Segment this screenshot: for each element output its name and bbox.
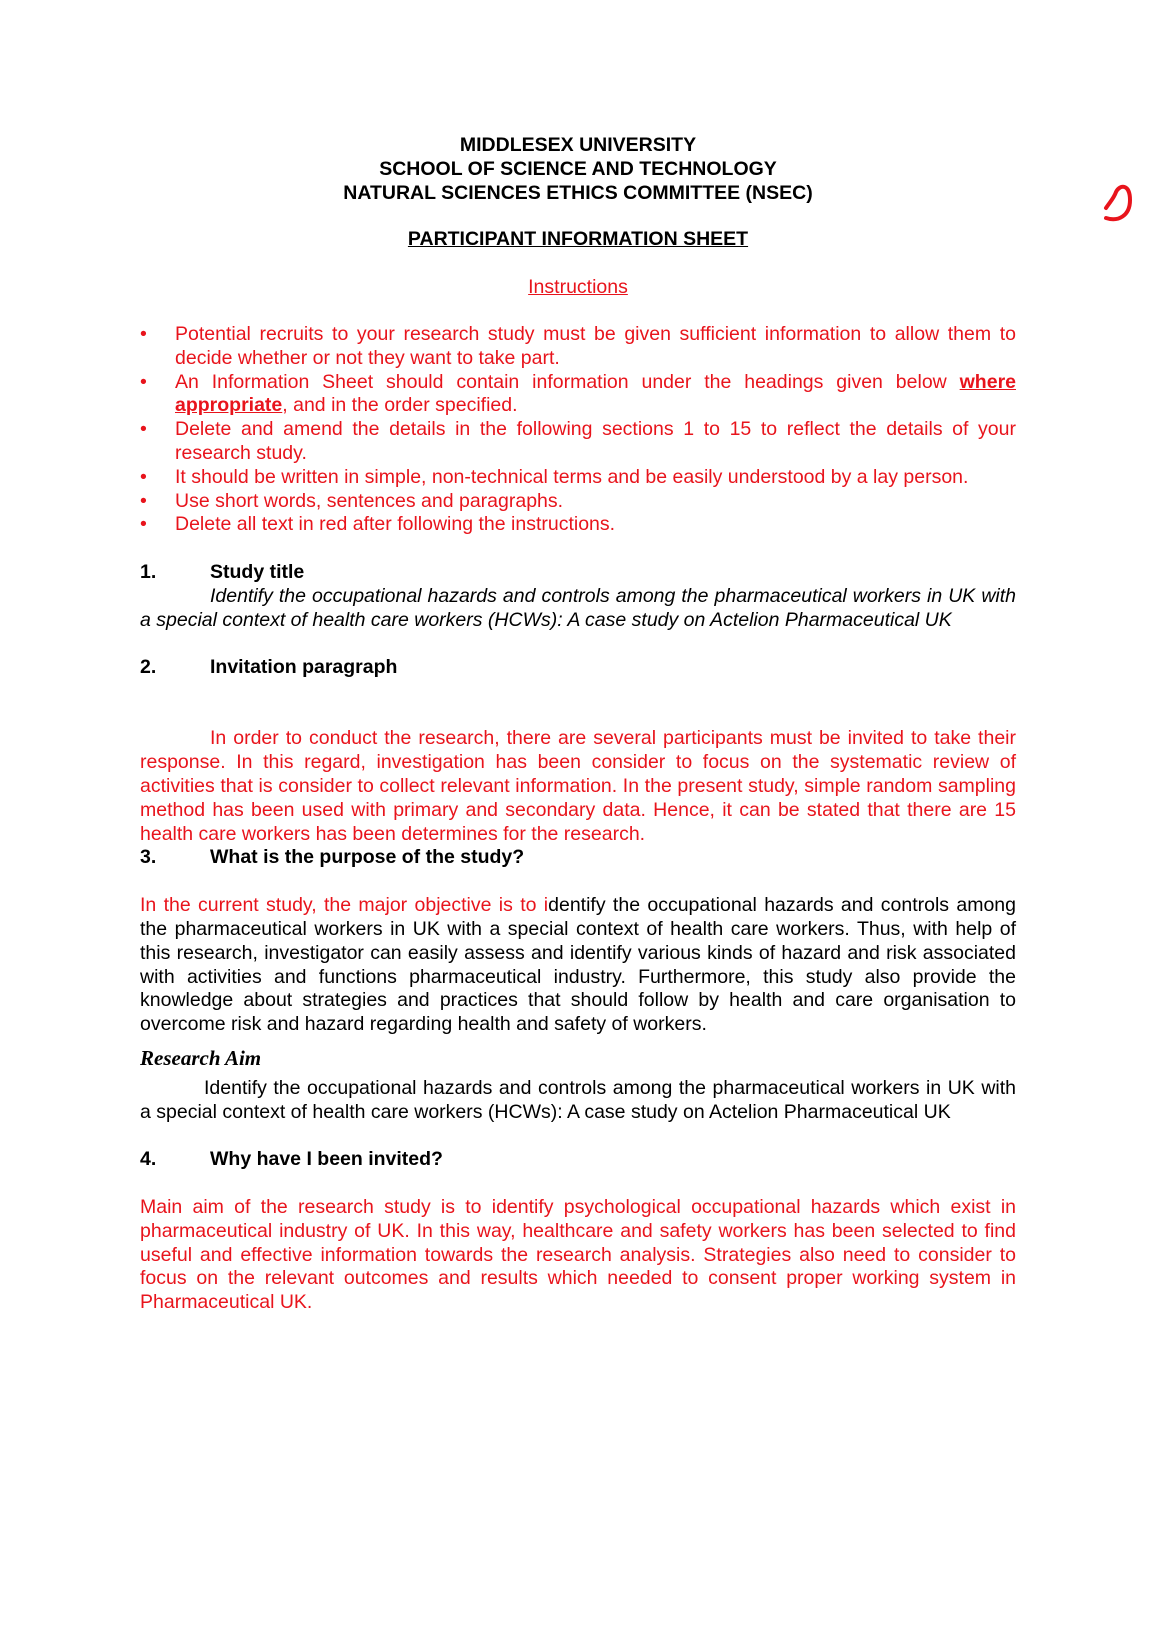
instruction-item: • Delete all text in red after following the instructions. <box>140 513 616 536</box>
purpose-paragraph: In the current study, the major objective is to identify the occupational hazards and controls among the pharmaceutical workers in UK with a special context of health care workers. Thus, with help of this research, investigator can easily assess and identify various kinds of hazard and risk associated with activities and functions pharmaceutical industry. Furthermore, this study also provide the knowledge about strategies and practices that should follow by health and care organisation to overcome risk and hazard regarding health and safety of workers. <box>140 894 1017 1036</box>
bullet-icon: • <box>140 489 147 512</box>
section-1-heading: 1. Study title <box>140 561 305 584</box>
page-title: PARTICIPANT INFORMATION SHEET <box>407 228 749 251</box>
header-line-3: NATURAL SCIENCES ETHICS COMMITTEE (NSEC) <box>343 181 813 204</box>
instruction-item: • Delete and amend the details in the following sections 1 to 15 to reflect the details of your research study. <box>140 418 1016 464</box>
instruction-item: • An Information Sheet should contain information under the headings given below where appropriate, and in the order specified. <box>140 370 1016 417</box>
bullet-icon: • <box>140 465 147 488</box>
research-aim-heading: Research Aim <box>140 1045 262 1070</box>
instruction-item: • Potential recruits to your research study must be given sufficient information to allow them to decide whether or not they want to take part. <box>140 322 1016 369</box>
bullet-icon: • <box>140 513 147 536</box>
section-3-heading: 3. What is the purpose of the study? <box>140 846 525 869</box>
emphasis-text: where appropriate <box>175 370 1016 417</box>
bullet-icon: • <box>140 370 147 393</box>
bullet-icon: • <box>140 322 147 345</box>
instructions-list <box>140 323 1016 537</box>
header-line-2: SCHOOL OF SCIENCE AND TECHNOLOGY <box>379 157 777 180</box>
research-aim-text: Identify the occupational hazards and controls among the pharmaceutical workers in UK with a special context of health care workers (HCWs): A case study on Actelion Pharmaceutical UK <box>140 1076 1016 1123</box>
instruction-item: • Use short words, sentences and paragraphs. <box>140 489 564 512</box>
study-title-text: Identify the occupational hazards and controls among the pharmaceutical workers in UK with a special context of health care workers (HCWs): A case study on Actelion Pharmaceutical UK <box>140 584 1016 631</box>
header-line-1: MIDDLESEX UNIVERSITY <box>459 134 697 156</box>
instruction-item: • It should be written in simple, non-technical terms and be easily understood by a lay person. <box>140 465 969 488</box>
instructions-heading: Instructions <box>528 276 628 299</box>
bullet-icon: • <box>140 418 147 441</box>
invited-paragraph: Main aim of the research study is to identify psychological occupational hazards which exist in pharmaceutical industry of UK. In this way, healthcare and safety workers has been selected to find useful and effective information towards the research analysis. Strategies also need to consider to focus on the relevant outcomes and results which needed to consent proper working system in Pharmaceutical UK. <box>140 1196 1016 1314</box>
red-annotation-mark-icon <box>1100 180 1140 230</box>
document-page <box>140 134 1016 1315</box>
invitation-paragraph: In order to conduct the research, there are several participants must be invited to take their response. In this regard, investigation has been consider to focus on the systematic review of activities that is consider to collect relevant information. In the present study, simple random sampling method has been used with primary and secondary data. Hence, it can be stated that there are 15 health care workers has been determines for the research. <box>140 727 1016 845</box>
section-2-heading: 2. Invitation paragraph <box>140 655 398 678</box>
section-4-heading: 4. Why have I been invited? <box>140 1148 443 1171</box>
